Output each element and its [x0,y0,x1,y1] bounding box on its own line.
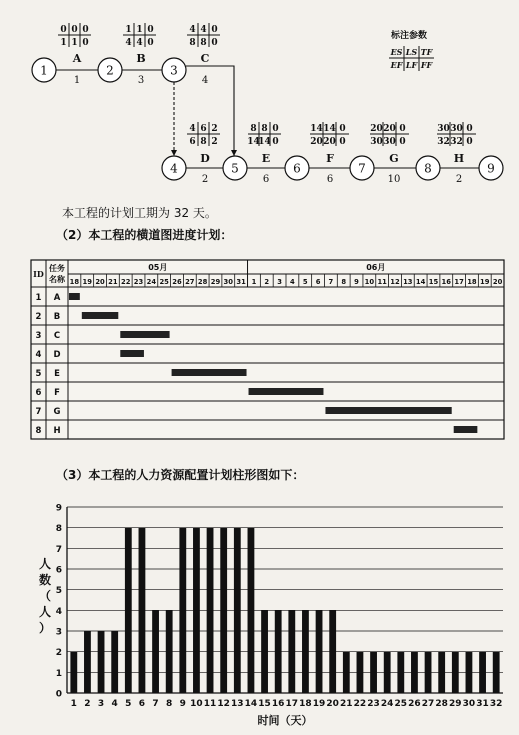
y-tick-label: 3 [55,627,62,638]
histogram-bar [234,528,241,693]
param-value: 4 [189,124,196,134]
task-duration: 4 [201,75,209,86]
param-value: 4 [125,38,132,48]
gantt-bar [69,293,80,300]
x-tick-label: 18 [299,699,312,709]
param-value: 0 [399,124,406,134]
y-tick-label: 8 [55,524,62,535]
x-tick-label: 31 [476,699,489,709]
histogram-bar [207,528,214,693]
day-label: 22 [120,278,131,286]
histogram-bar [275,610,282,693]
x-tick-label: 9 [179,699,186,709]
task-name: E [261,152,271,165]
gantt-bar [249,388,324,395]
task-duration: 6 [326,174,334,185]
x-tick-label: 6 [138,699,146,709]
task-duration: 3 [137,75,145,86]
histogram-bar [438,652,445,693]
param-value: 30 [370,137,383,147]
param-value: 8 [200,137,207,147]
x-tick-label: 14 [244,699,258,709]
param-value: 1 [136,25,143,35]
histogram-bar [220,528,227,693]
param-value: 14 [258,137,271,147]
param-value: 6 [189,137,196,147]
x-tick-label: 17 [285,699,299,709]
row-id: 1 [35,293,42,303]
gantt-bar [120,350,144,357]
node-number: 5 [231,161,239,176]
param-value: 0 [466,137,473,147]
gantt-heading: （2）本工程的横道图进度计划： [56,228,233,242]
param-value: 1 [60,38,67,48]
arrowhead [231,150,237,156]
x-tick-label: 10 [190,699,203,709]
y-tick-label: 7 [55,544,62,555]
day-label: 3 [277,278,282,286]
planned-duration-text: 本工程的计划工期为 32 天。 [62,206,217,220]
histogram-bar [288,610,295,693]
row-task-name: F [54,388,60,398]
task-name: C [200,52,210,65]
x-tick-label: 1 [70,699,77,709]
x-tick-label: 4 [111,699,118,709]
day-label: 8 [341,278,347,286]
param-value: 1 [71,38,78,48]
param-value: 0 [82,25,89,35]
histogram-bar [397,652,404,693]
param-value: 20 [310,137,323,147]
param-value: 0 [339,124,346,134]
day-label: 11 [377,278,387,286]
histogram-bar [248,528,255,693]
day-label: 20 [95,278,105,286]
x-tick-label: 8 [166,699,173,709]
gantt-bar [120,331,169,338]
x-tick-label: 7 [152,699,159,709]
histogram-bar [479,652,486,693]
day-label: 29 [210,278,221,286]
x-tick-label: 22 [353,699,367,709]
node-number: 1 [40,63,48,78]
param-value: 0 [272,137,279,147]
histogram-bar [329,610,336,693]
legend-cell: LF [405,60,418,70]
gantt-name-header: 任务 [49,264,65,273]
y-tick-label: 6 [55,565,62,576]
x-tick-label: 26 [408,699,421,709]
param-value: 20 [383,124,396,134]
histogram-bar [343,652,350,693]
param-value: 0 [147,25,154,35]
x-tick-label: 11 [203,699,217,709]
y-axis-label: 人数（人） [38,557,52,635]
gantt-chart [0,254,519,454]
task-duration: 6 [262,174,270,185]
histogram-bar [384,652,391,693]
resource-histogram [0,485,519,735]
x-tick-label: 23 [367,699,380,709]
histogram-bar [357,652,364,693]
param-value: 6 [200,124,207,134]
node-number: 3 [170,63,178,78]
day-label: 15 [428,278,439,286]
legend-cell: LS [405,47,418,57]
node-number: 6 [293,161,301,176]
x-tick-label: 29 [449,699,462,709]
y-tick-label: 5 [55,586,62,597]
row-task-name: E [54,369,60,379]
day-label: 24 [146,278,157,286]
param-value: 14 [323,124,336,134]
day-label: 21 [108,278,118,286]
row-id: 8 [35,426,42,436]
gantt-id-header: ID [33,269,44,279]
row-id: 7 [35,407,42,417]
row-id: 3 [35,331,42,341]
row-id: 6 [35,388,42,398]
x-tick-label: 24 [380,699,394,709]
param-value: 0 [71,25,78,35]
histogram-bar [302,610,309,693]
histogram-bar [166,610,173,693]
row-task-name: C [53,331,61,341]
histogram-heading: （3）本工程的人力资源配置计划柱形图如下： [56,468,305,482]
x-axis-label: 时间（天） [257,714,313,727]
x-tick-label: 16 [271,699,285,709]
task-duration: 10 [387,174,401,185]
arrowhead [171,150,177,156]
task-name: F [326,152,334,165]
y-tick-label: 1 [55,668,62,679]
row-task-name: B [53,312,61,322]
day-label: 17 [454,278,464,286]
task-name: D [200,152,210,165]
node-number: 9 [487,161,495,176]
param-value: 14 [310,124,323,134]
histogram-bar [125,528,132,693]
day-label: 9 [354,278,359,286]
day-label: 25 [159,278,169,286]
gantt-name-header: 名称 [49,275,65,284]
param-value: 4 [200,25,207,35]
param-value: 8 [261,124,268,134]
param-value: 0 [466,124,473,134]
node-number: 8 [424,161,432,176]
param-value: 8 [250,124,257,134]
x-tick-label: 32 [489,699,503,709]
day-label: 23 [133,278,144,286]
x-tick-label: 30 [462,699,476,709]
y-tick-label: 0 [55,689,62,700]
param-value: 30 [450,124,463,134]
task-duration: 2 [201,174,209,185]
param-value: 20 [323,137,336,147]
y-tick-label: 2 [55,648,62,659]
task-name: B [136,52,146,65]
day-label: 10 [364,278,375,286]
param-value: 1 [125,25,132,35]
y-tick-label: 9 [55,503,62,514]
histogram-bar [425,652,432,693]
day-label: 14 [415,278,426,286]
row-id: 4 [35,350,42,360]
legend-cell: EF [390,60,403,70]
task-name: A [72,52,82,65]
task-name: H [453,152,465,165]
histogram-bar [261,610,268,693]
day-label: 12 [390,278,400,286]
day-label: 27 [185,278,195,286]
histogram-bar [139,528,146,693]
legend-cell: FF [420,60,433,70]
histogram-bar [98,631,105,693]
gantt-bar [325,407,451,414]
param-value: 8 [189,38,196,48]
x-tick-label: 21 [340,699,353,709]
histogram-bar [316,610,323,693]
histogram-bar [452,652,459,693]
histogram-bar [193,528,200,693]
x-tick-label: 25 [394,699,408,709]
row-id: 2 [35,312,42,322]
legend-cell: ES [390,47,403,57]
histogram-bar [84,631,91,693]
param-value: 0 [272,124,279,134]
x-tick-label: 3 [97,699,105,709]
param-value: 30 [383,137,396,147]
y-tick-label: 4 [55,606,62,617]
legend-title: 标注参数 [390,31,428,41]
row-id: 5 [35,369,42,379]
param-value: 0 [60,25,67,35]
x-tick-label: 19 [312,699,326,709]
x-tick-label: 2 [84,699,91,709]
histogram-bar [152,610,159,693]
day-label: 26 [172,278,182,286]
param-value: 14 [247,137,260,147]
param-value: 20 [370,124,383,134]
day-label: 28 [197,278,208,286]
histogram-bar [466,652,473,693]
histogram-bar [411,652,418,693]
task-name: G [389,152,399,165]
day-label: 6 [315,278,321,286]
day-label: 31 [236,278,246,286]
node-number: 7 [358,161,366,176]
month-label: 05月 [148,263,168,272]
day-label: 30 [223,278,234,286]
day-label: 2 [264,278,270,286]
day-label: 18 [467,278,477,286]
task-duration: 2 [455,174,463,185]
day-label: 1 [251,278,257,286]
day-label: 13 [403,278,413,286]
gantt-bar [82,312,118,319]
param-value: 2 [211,137,218,147]
histogram-bar [179,528,186,693]
row-task-name: A [53,293,61,303]
param-value: 30 [437,124,450,134]
param-value: 8 [200,38,207,48]
gantt-bar [454,426,478,433]
param-value: 32 [437,137,450,147]
x-tick-label: 28 [435,699,448,709]
param-value: 2 [211,124,218,134]
row-task-name: G [53,407,61,417]
gantt-bar [172,369,247,376]
legend-cell: TF [420,47,433,57]
row-task-name: H [53,426,61,436]
day-label: 19 [480,278,490,286]
x-tick-label: 20 [326,699,339,709]
node-number: 4 [170,161,178,176]
day-label: 7 [328,278,334,286]
param-value: 0 [211,25,218,35]
row-task-name: D [53,350,61,360]
param-value: 0 [82,38,89,48]
histogram-bar [70,652,77,693]
day-label: 18 [69,278,80,286]
param-value: 0 [211,38,218,48]
x-tick-label: 15 [258,699,271,709]
day-label: 19 [82,278,92,286]
day-label: 5 [302,278,308,286]
x-tick-label: 12 [217,699,230,709]
param-value: 0 [147,38,154,48]
param-value: 4 [136,38,143,48]
param-value: 0 [399,137,406,147]
param-value: 32 [450,137,463,147]
x-tick-label: 13 [231,699,244,709]
histogram-bar [111,631,118,693]
x-tick-label: 27 [421,699,435,709]
x-tick-label: 5 [125,699,132,709]
param-value: 0 [339,137,346,147]
param-value: 4 [189,25,196,35]
day-label: 20 [492,278,503,286]
task-duration: 1 [73,75,81,86]
month-label: 06月 [366,263,386,272]
histogram-bar [370,652,377,693]
day-label: 4 [290,278,295,286]
node-number: 2 [106,63,114,78]
histogram-bar [493,652,500,693]
network-diagram [0,0,519,200]
day-label: 16 [441,278,452,286]
